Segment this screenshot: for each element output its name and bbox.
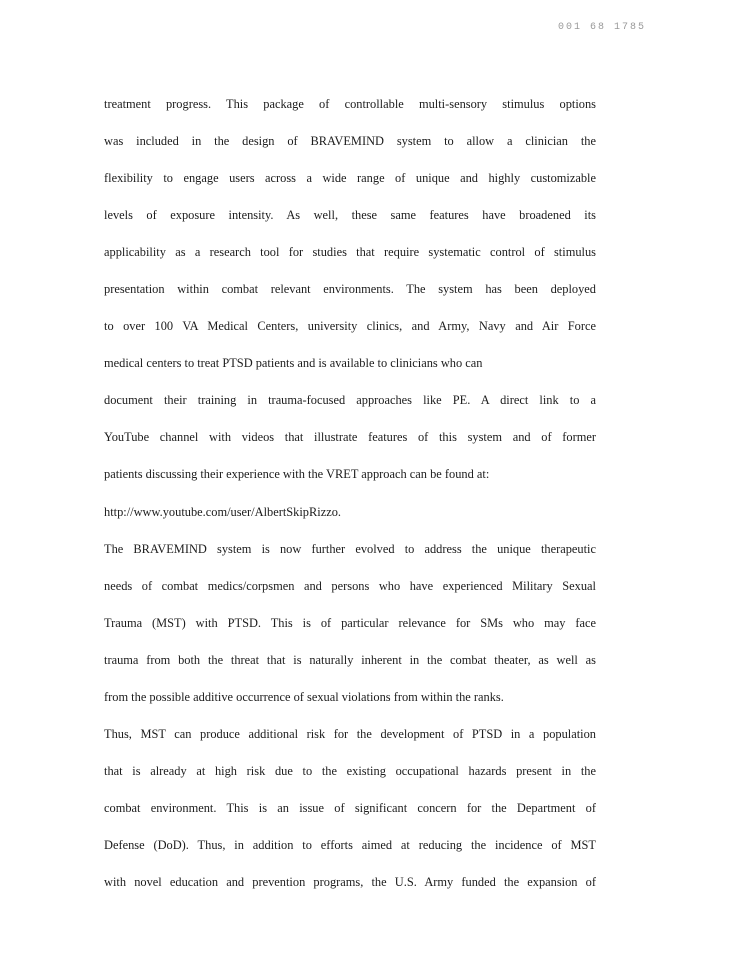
text-line-8: medical centers to treat PTSD patients and is available to clinicians who can xyxy=(104,356,483,371)
text-line-4: levels of exposure intensity. As well, these same features have broadened its xyxy=(104,208,596,223)
text-line-13: The BRAVEMIND system is now further evolved to address the unique therapeutic xyxy=(104,541,596,556)
text-line-17: from the possible additive occurrence of sexual violations from within the ranks. xyxy=(104,689,504,704)
text-line-12: http://www.youtube.com/user/AlbertSkipRizzo. xyxy=(104,504,341,519)
text-line-20: combat environment. This is an issue of significant concern for the Department of xyxy=(104,800,596,815)
body-text xyxy=(104,86,596,901)
text-line-16: trauma from both the threat that is naturally inherent in the combat theater, as well as xyxy=(104,652,596,667)
text-line-19: that is already at high risk due to the existing occupational hazards present in the xyxy=(104,763,596,778)
text-line-5: applicability as a research tool for studies that require systematic control of stimulus xyxy=(104,245,596,260)
text-line-1: treatment progress. This package of controllable multi-sensory stimulus options xyxy=(104,97,596,111)
text-line-6: presentation within combat relevant environments. The system has been deployed xyxy=(104,282,596,297)
text-line-15: Trauma (MST) with PTSD. This is of particular relevance for SMs who may face xyxy=(104,615,596,630)
text-line-14: needs of combat medics/corpsmen and persons who have experienced Military Sexual xyxy=(104,578,596,593)
text-line-22: with novel education and prevention programs, the U.S. Army funded the expansion of xyxy=(104,874,596,889)
text-line-2: was included in the design of BRAVEMIND system to allow a clinician the xyxy=(104,134,596,149)
text-line-10: YouTube channel with videos that illustrate features of this system and of former xyxy=(104,430,596,445)
text-line-3: flexibility to engage users across a wide range of unique and highly customizable xyxy=(104,171,596,186)
page-header-code: 001 68 1785 xyxy=(557,22,646,33)
text-line-18: Thus, MST can produce additional risk for the development of PTSD in a population xyxy=(104,726,596,741)
text-line-9: document their training in trauma-focused approaches like PE. A direct link to a xyxy=(104,393,596,408)
text-line-7: to over 100 VA Medical Centers, university clinics, and Army, Navy and Air Force xyxy=(104,319,596,334)
text-line-21: Defense (DoD). Thus, in addition to efforts aimed at reducing the incidence of MST xyxy=(104,837,596,852)
text-line-11: patients discussing their experience with the VRET approach can be found at: xyxy=(104,467,490,482)
